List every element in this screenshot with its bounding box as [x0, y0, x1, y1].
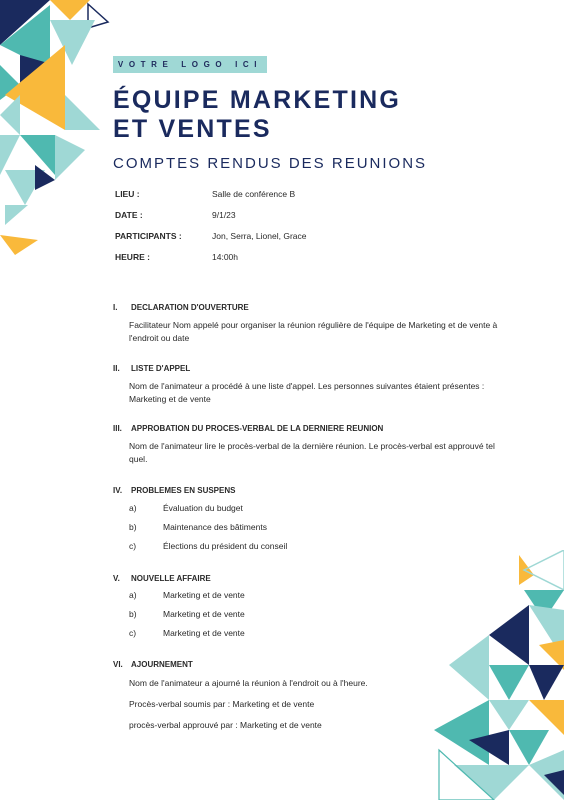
info-value: Jon, Serra, Lionel, Grace [212, 231, 307, 241]
section-number: III. [113, 424, 122, 433]
section-text: Nom de l'animateur a ajourné la réunion à l'endroit ou à l'heure. [129, 678, 368, 688]
section-heading-adjournment [113, 660, 193, 669]
item-letter: b) [129, 522, 137, 532]
info-label: LIEU : [115, 189, 140, 199]
section-heading-roll-call [113, 364, 190, 373]
section-number: II. [113, 364, 120, 373]
section-heading-approval [113, 424, 383, 433]
info-value: Salle de conférence B [212, 189, 296, 199]
section-text: procès-verbal approuvé par : Marketing et de vente [129, 720, 322, 730]
item-letter: c) [129, 541, 137, 551]
section-title: NOUVELLE AFFAIRE [131, 574, 211, 583]
logo-placeholder: VOTRE LOGO ICI [113, 56, 267, 73]
section-title: DECLARATION D'OUVERTURE [131, 303, 249, 312]
section-number: IV. [113, 486, 123, 495]
item-text: Marketing et de vente [163, 628, 245, 638]
info-value: 9/1/23 [212, 210, 236, 220]
section-number: VI. [113, 660, 123, 669]
item-text: Marketing et de vente [163, 609, 245, 619]
section-text: Procès-verbal soumis par : Marketing et de vente [129, 699, 315, 709]
section-title: AJOURNEMENT [131, 660, 193, 669]
info-value: 14:00h [212, 252, 238, 262]
section-text: Nom de l'animateur lire le procès-verbal de la dernière réunion. Le procès-verbal est approuvé tel quel. [129, 441, 495, 464]
section-number: V. [113, 574, 120, 583]
item-text: Élections du président du conseil [163, 541, 288, 551]
item-letter: b) [129, 609, 137, 619]
section-title: LISTE D'APPEL [131, 364, 191, 373]
document-subtitle: COMPTES RENDUS DES REUNIONS [113, 155, 428, 172]
item-text: Marketing et de vente [163, 590, 245, 600]
section-title: PROBLEMES EN SUSPENS [131, 486, 236, 495]
decorative-triangles-top-left [0, 0, 110, 260]
item-letter: c) [129, 628, 137, 638]
section-text: Nom de l'animateur a procédé à une liste d'appel. Les personnes suivantes étaient présentes : Marketing et de vente [129, 381, 485, 404]
section-heading-new-business [113, 574, 211, 583]
section-number: I. [113, 303, 118, 312]
info-label: DATE : [115, 210, 143, 220]
item-text: Évaluation du budget [163, 503, 243, 513]
document-title: ÉQUIPE MARKETING ET VENTES [113, 86, 401, 143]
item-text: Maintenance des bâtiments [163, 522, 267, 532]
section-text: Facilitateur Nom appelé pour organiser la réunion régulière de l'équipe de Marketing et de vente à l'endroit ou date [129, 320, 498, 343]
section-heading-pending-issues [113, 486, 235, 495]
item-letter: a) [129, 503, 137, 513]
decorative-triangles-bottom-right [434, 550, 564, 800]
info-label: PARTICIPANTS : [115, 231, 182, 241]
info-label: HEURE : [115, 252, 150, 262]
section-heading-opening [113, 303, 249, 312]
section-title: APPROBATION DU PROCES-VERBAL DE LA DERNIERE REUNION [131, 424, 384, 433]
item-letter: a) [129, 590, 137, 600]
